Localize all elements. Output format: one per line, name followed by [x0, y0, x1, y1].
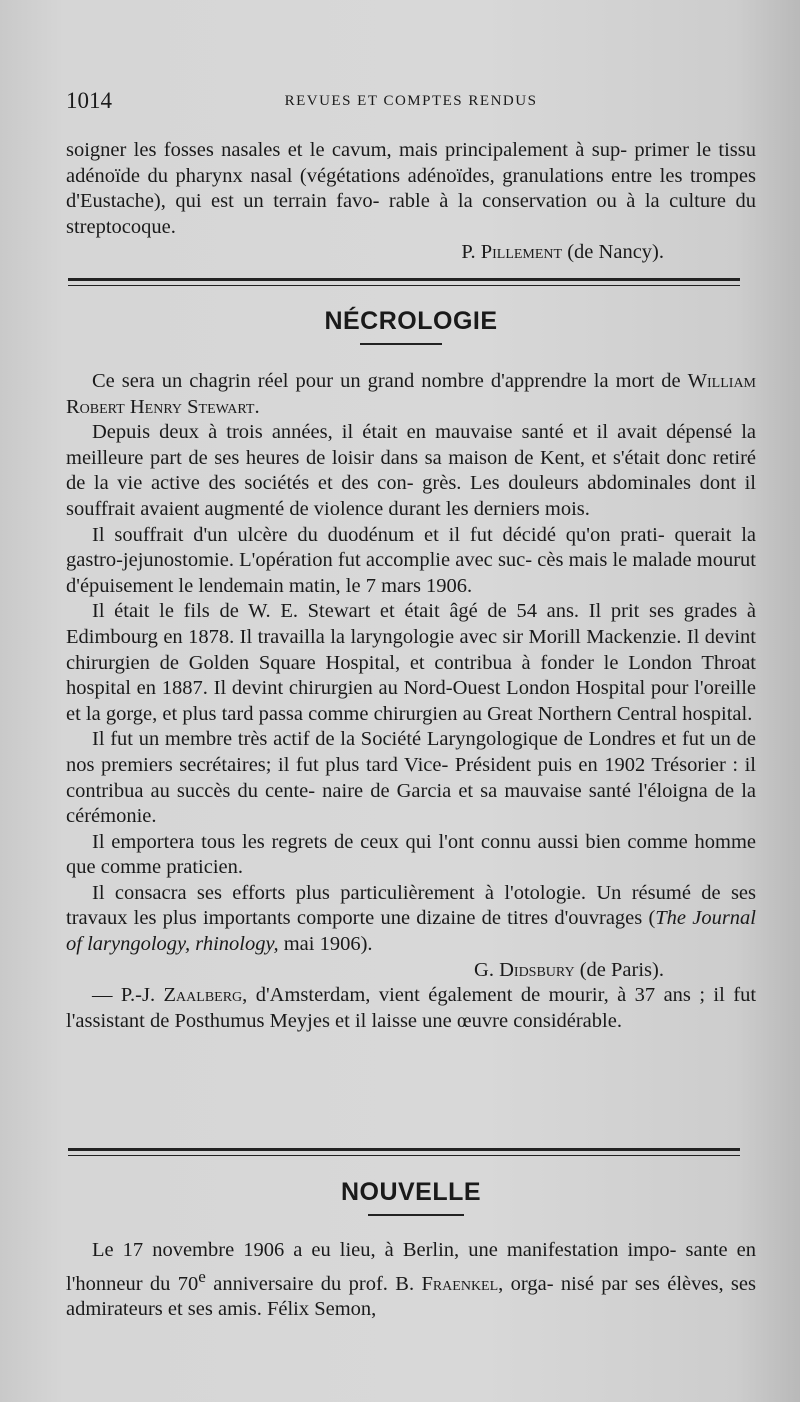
text-run: Il consacra ses efforts plus particulièrement à l'otologie. Un résumé de ses travaux les plus importants comporte une dizaine de titres d'ouvrages ( — [66, 881, 756, 930]
page-header — [66, 88, 756, 116]
necrologie-title: NÉCROLOGIE — [324, 307, 498, 335]
signature-didsbury — [66, 958, 756, 984]
signature-name: Pillement — [480, 241, 563, 264]
paragraph: Il emportera tous les regrets de ceux qui l'ont connu aussi bien comme homme que comme praticien. — [66, 830, 756, 879]
signature-pillement — [66, 240, 756, 266]
intro-paragraph: soigner les fosses nasales et le cavum, mais principalement à sup- primer le tissu adénoïde du pharynx nasal (végétations adénoïdes, granulations entre les trompes d'Eustache), qui est un terrain favo- rable à la conservation ou à la culture du streptocoque. — [66, 139, 756, 238]
paragraph — [66, 1238, 756, 1323]
paragraph: Il fut un membre très actif de la Société Laryngologique de Londres et fut un de nos premiers secrétaires; il fut plus tard Vice- Président puis en 1902 Trésorier : il contribua au succès du cente- naire de Garcia et sa mauvaise santé l'éloigna de la cérémonie. — [66, 728, 756, 828]
text-run: , d'Amsterdam, vient également de mourir, à 37 ans ; il fut l'assistant de Posthumus Meyjes et il laisse une œuvre considérable. — [66, 984, 757, 1032]
text-run: anniversaire du prof. B. — [205, 1272, 415, 1295]
signature-initial: G. — [474, 958, 494, 981]
nouvelle-title: NOUVELLE — [340, 1178, 482, 1206]
person-name: Fraenkel — [421, 1272, 499, 1295]
paragraph — [66, 881, 756, 958]
signature-place: (de Paris). — [579, 958, 664, 981]
superscript: e — [198, 1266, 206, 1286]
intro-block — [66, 138, 756, 266]
paragraph: Il était le fils de W. E. Stewart et était âgé de 54 ans. Il prit ses grades à Edimbourg en 1878. Il travailla la laryngologie avec sir Morill Mackenzie. Il devint chirurgien de Golden Square Hospital, et contribua à fonder le London Throat hospital en 1887. Il devint chirurgien au Nord-Ouest London Hospital pour l'oreille et la gorge, et plus tard passa comme chirurgien au Great Northern Central hospital. — [66, 600, 756, 725]
nouvelle-body — [66, 1238, 756, 1323]
section-divider — [68, 1148, 740, 1156]
running-head: REVUES ET COMPTES RENDUS — [284, 93, 538, 109]
section-divider — [68, 278, 740, 286]
text-run: mai 1906). — [278, 933, 373, 956]
paragraph — [66, 983, 756, 1034]
text-run: — P.-J. — [92, 984, 156, 1007]
paragraph: Il souffrait d'un ulcère du duodénum et il fut décidé qu'on prati- querait la gastro-jejunostomie. L'opération fut accomplie avec suc- cès mais le malade mourut d'épuisement le lendemain matin, le 7 mars 1906. — [66, 523, 756, 597]
paragraph — [66, 369, 756, 420]
title-underline — [368, 1214, 464, 1216]
journal-title: The Journal of laryngology, rhinology, — [66, 907, 756, 956]
title-underline — [360, 343, 442, 345]
text-run: . — [254, 395, 260, 418]
necrologie-body — [66, 369, 756, 1034]
deceased-name: William Robert Henry Stewart — [66, 370, 757, 418]
text-run: Ce sera un chagrin réel pour un grand nombre d'apprendre la mort de — [92, 370, 681, 392]
signature-name: Didsbury — [499, 958, 575, 981]
signature-initial: P. — [461, 241, 476, 264]
paragraph: Depuis deux à trois années, il était en mauvaise santé et il avait dépensé la meilleure part de ses heures de loisir dans sa maison de Kent, et s'était donc retiré de la vie active des sociétés et des con- grès. Les douleurs abdominales dont il souffrait avaient augmenté de violence durant les derniers mois. — [66, 421, 756, 520]
text-run: Le 17 novembre 1906 a eu lieu, à Berlin, une manifestation impo- sante en l'honneur du 70 — [66, 1239, 756, 1295]
text-run: , orga- nisé par ses élèves, ses admirateurs et ses amis. Félix Semon, — [66, 1272, 756, 1321]
page-number: 1014 — [66, 88, 112, 113]
deceased-name: Zaalberg — [163, 984, 243, 1007]
signature-place: (de Nancy). — [567, 241, 664, 264]
